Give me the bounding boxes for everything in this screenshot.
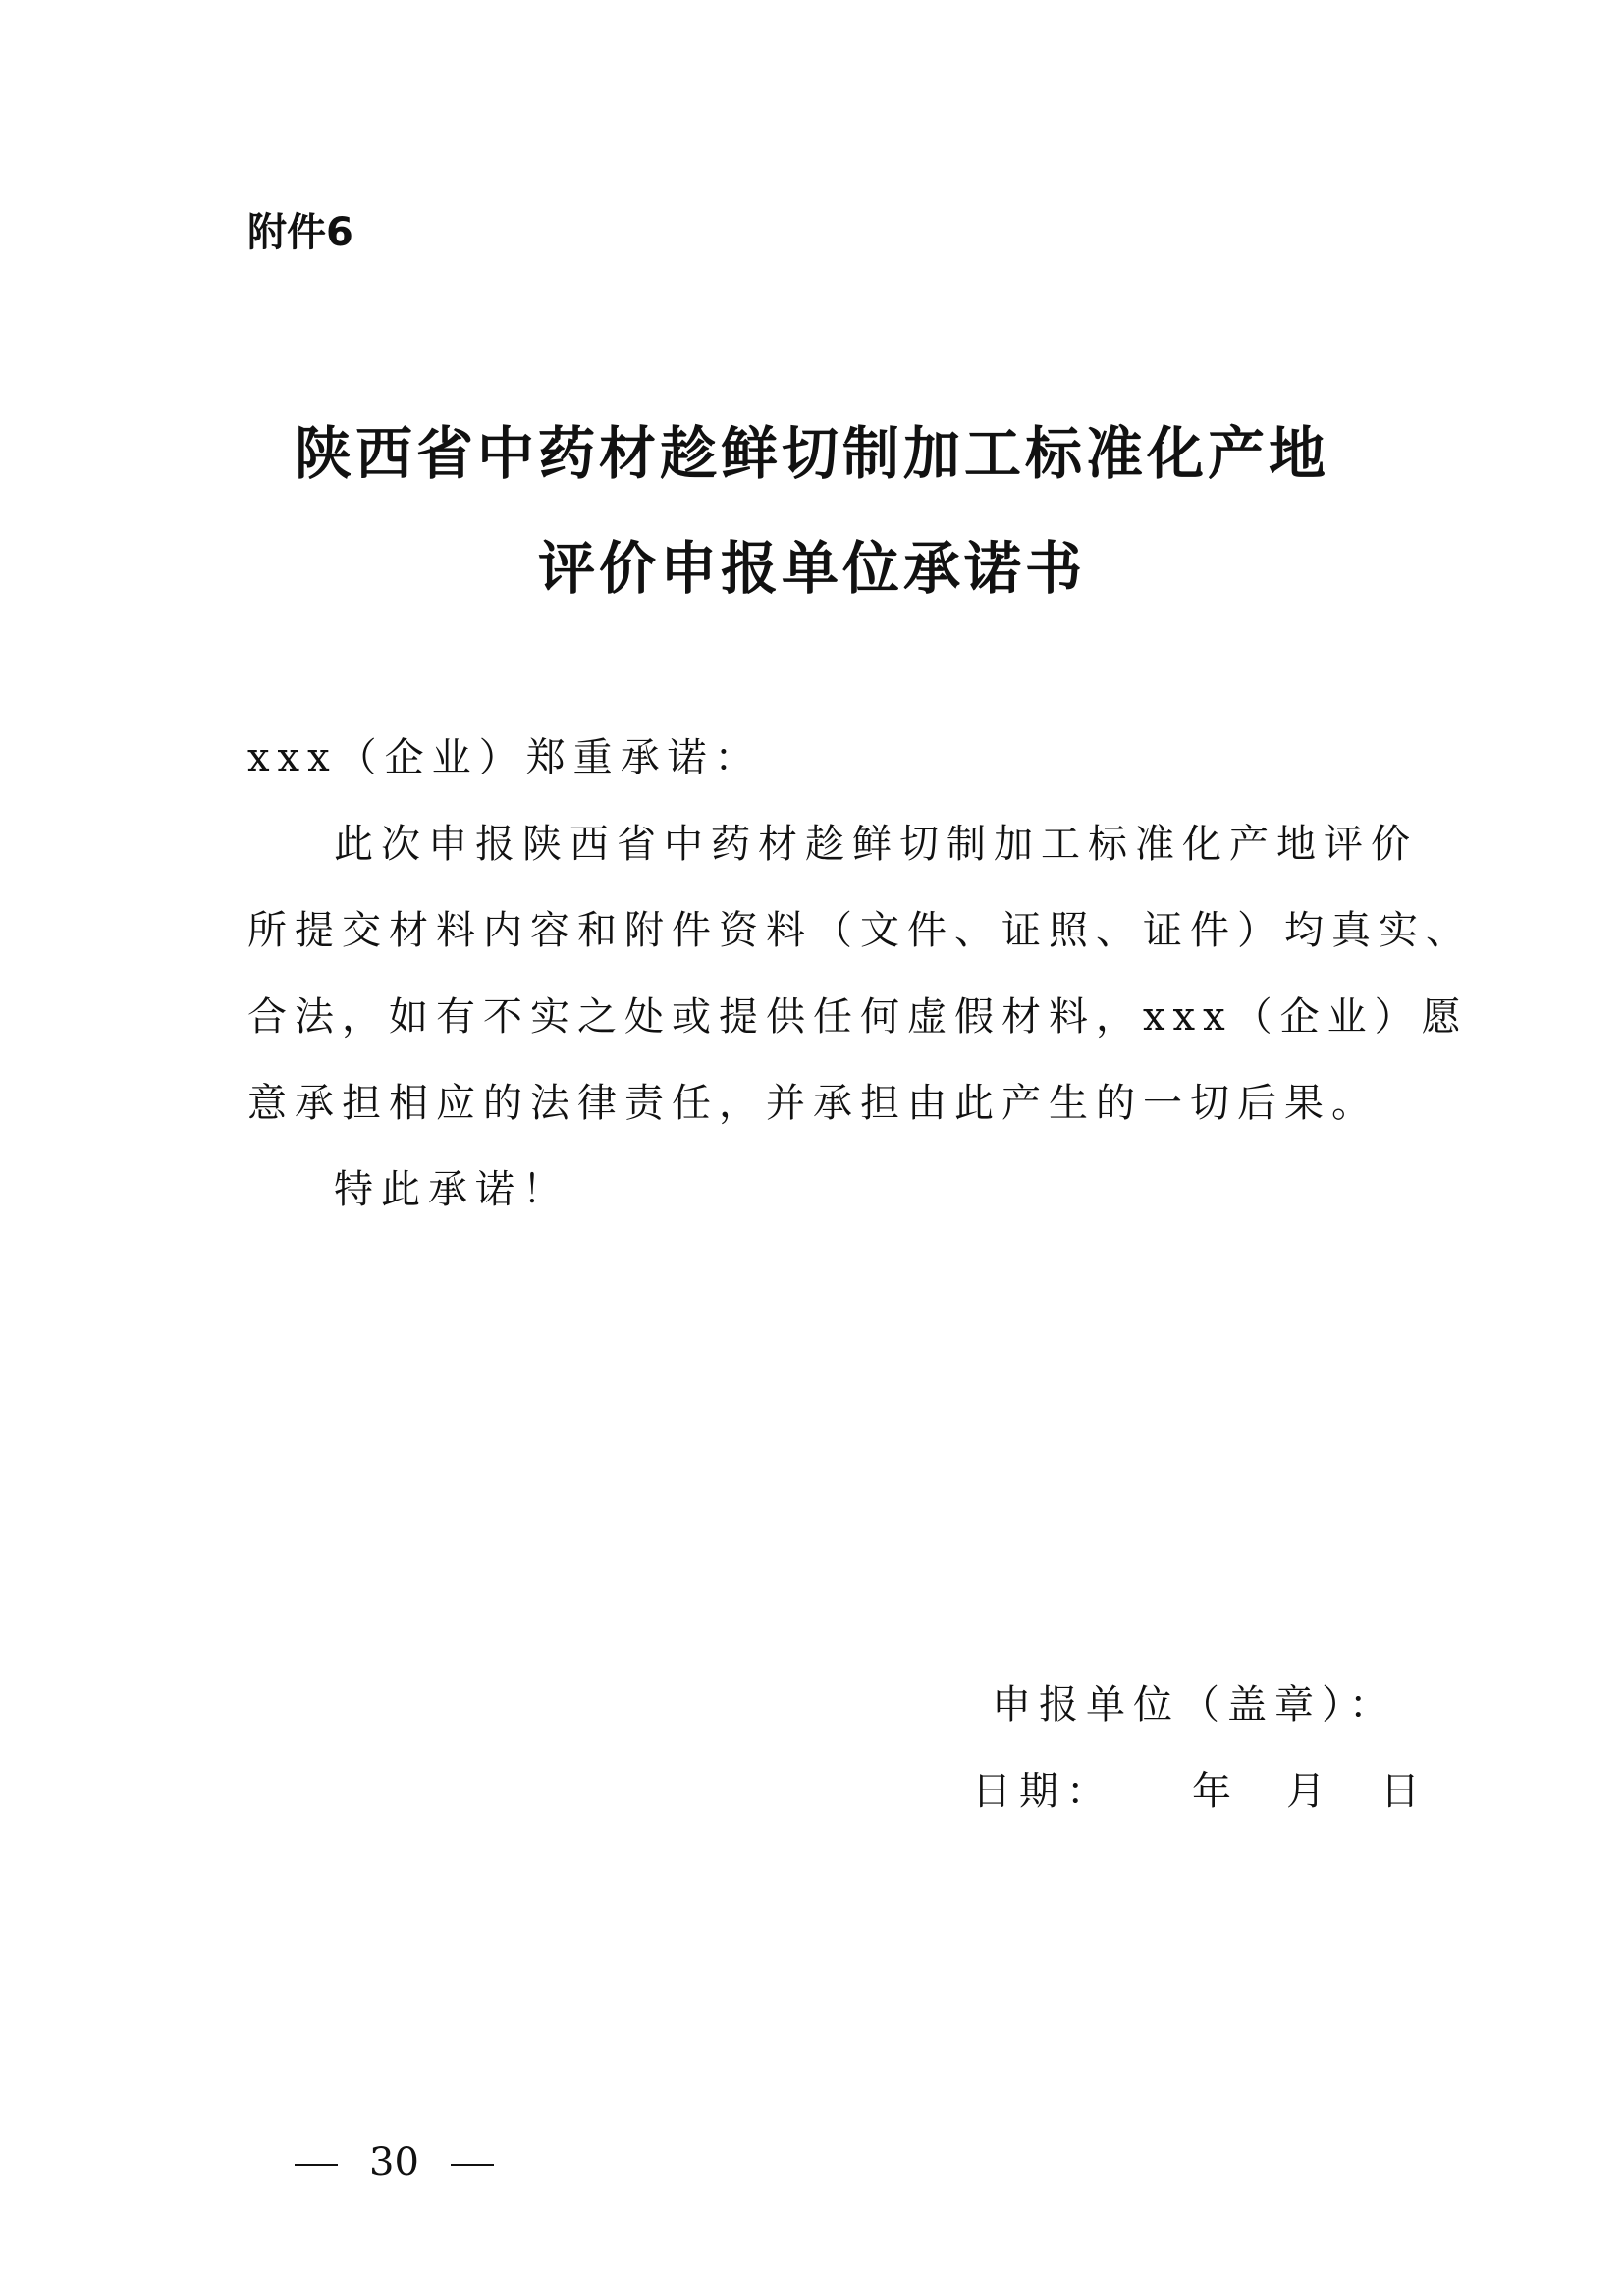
page-number — [295, 2140, 494, 2185]
paragraph-line: 此次申报陕西省中药材趁鲜切制加工标准化产地评价 — [334, 822, 1418, 867]
paragraph-line: 意承担相应的法律责任，并承担由此产生的一切后果。 — [247, 1081, 1379, 1126]
signature-unit-label: 申报单位（盖章）： — [992, 1682, 1396, 1728]
date-year: 年 — [1192, 1769, 1239, 1814]
paragraph-line: 合法，如有不实之处或提供任何虚假材料，xxx（企业）愿 — [247, 994, 1469, 1040]
dash-left — [295, 2164, 338, 2166]
date-day: 日 — [1380, 1769, 1428, 1814]
page-number-value: 30 — [369, 2140, 419, 2185]
salutation: xxx（企业）郑重承诺： — [247, 735, 762, 780]
date-month: 月 — [1286, 1769, 1333, 1814]
closing-statement: 特此承诺！ — [334, 1167, 569, 1212]
dash-right — [451, 2164, 494, 2166]
date-label: 日期： — [972, 1769, 1113, 1814]
paragraph-line: 所提交材料内容和附件资料（文件、证照、证件）均真实、 — [247, 908, 1473, 953]
document-title-line-2: 评价申报单位承诺书 — [537, 535, 1086, 602]
document-title-line-1: 陕西省中药材趁鲜切制加工标准化产地 — [294, 420, 1329, 487]
signature-date — [972, 1760, 1428, 1816]
attachment-label: 附件6 — [247, 210, 353, 255]
